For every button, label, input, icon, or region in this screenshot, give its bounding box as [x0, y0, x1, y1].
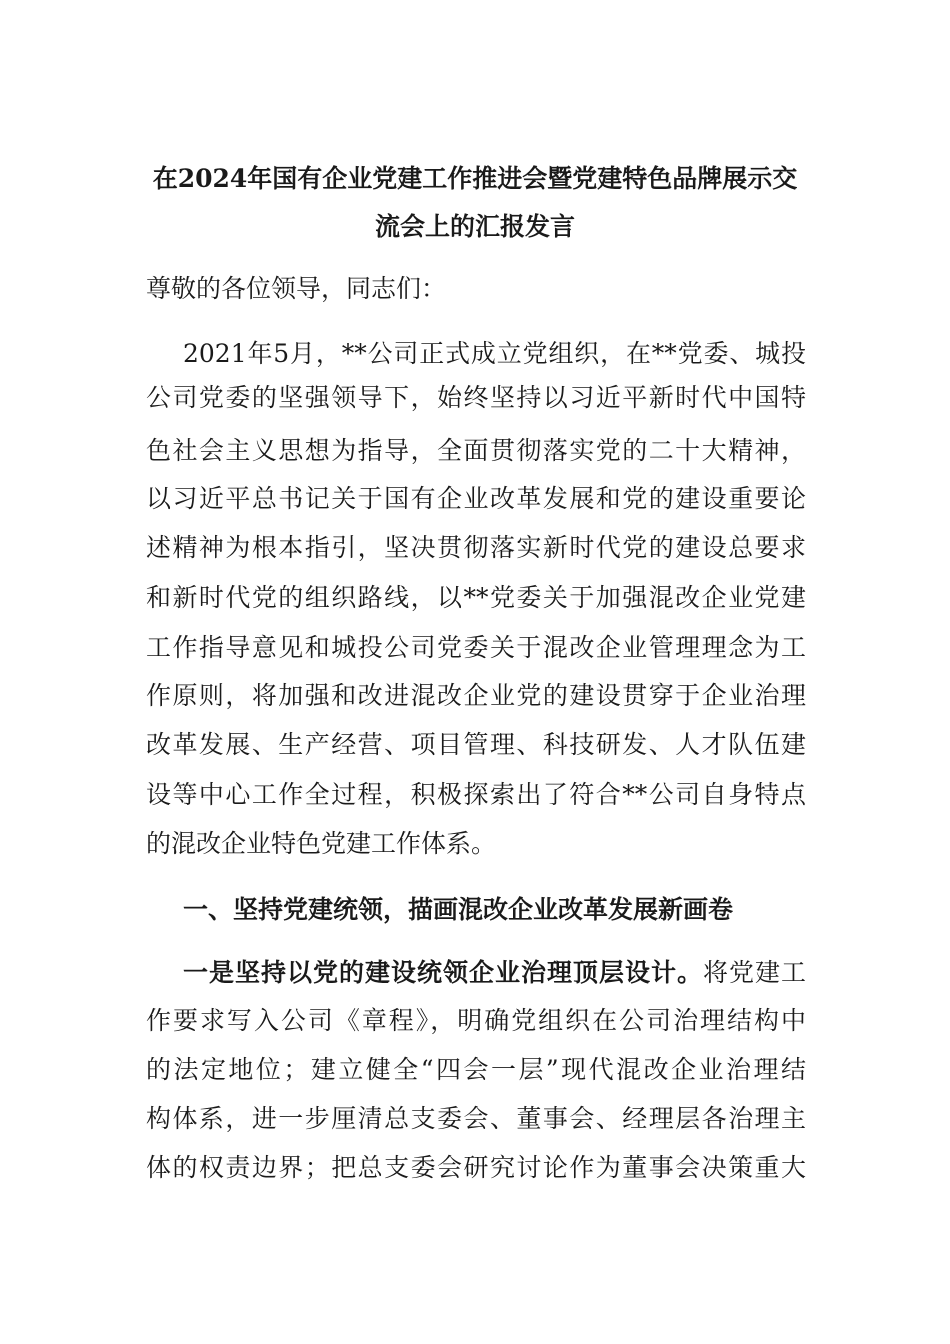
paragraph-1-line: 改革发展、生产经营、项目管理、科技研发、人才队伍建: [146, 730, 806, 759]
paragraph-2-line: 作要求写入公司《章程》，明确党组织在公司治理结构中: [146, 1006, 806, 1035]
paragraph-1-line: 以习近平总书记关于国有企业改革发展和党的建设重要论: [146, 484, 806, 513]
paragraph-1-line: 作原则，将加强和改进混改企业党的建设贯穿于企业治理: [146, 681, 806, 710]
paragraph-1-line: 工作指导意见和城投公司党委关于混改企业管理理念为工: [146, 633, 806, 662]
paragraph-2-first-line: [183, 955, 806, 991]
paragraph-2-first-line-rest: 将党建工: [702, 958, 806, 987]
section-heading-1: 一、坚持党建统领，描画混改企业改革发展新画卷: [183, 895, 734, 924]
paragraph-2-line: 的法定地位；建立健全“四会一层”现代混改企业治理结: [146, 1055, 806, 1084]
paragraph-1-line: 2021年5月，**公司正式成立党组织，在**党委、城投: [183, 339, 806, 368]
paragraph-2-line: 构体系，进一步厘清总支委会、董事会、经理层各治理主: [146, 1104, 806, 1133]
document-title-line-2: 流会上的汇报发言: [374, 212, 575, 241]
paragraph-2-line: 体的权责边界；把总支委会研究讨论作为董事会决策重大: [146, 1153, 806, 1182]
paragraph-1-line: 色社会主义思想为指导，全面贯彻落实党的二十大精神，: [146, 436, 806, 465]
paragraph-1-line: 述精神为根本指引，坚决贯彻落实新时代党的建设总要求: [146, 533, 806, 562]
paragraph-1-line: 的混改企业特色党建工作体系。: [146, 829, 497, 858]
paragraph-2-lead-sentence: 一是坚持以党的建设统领企业治理顶层设计。: [183, 958, 703, 987]
paragraph-1-line: 设等中心工作全过程，积极探索出了符合**公司自身特点: [146, 780, 806, 809]
paragraph-1-line: 和新时代党的组织路线，以**党委关于加强混改企业党建: [146, 583, 806, 612]
salutation: 尊敬的各位领导，同志们：: [146, 274, 447, 303]
paragraph-1-line: 公司党委的坚强领导下，始终坚持以习近平新时代中国特: [146, 383, 806, 412]
document-title-line-1: 在2024年国有企业党建工作推进会暨党建特色品牌展示交: [152, 164, 798, 193]
